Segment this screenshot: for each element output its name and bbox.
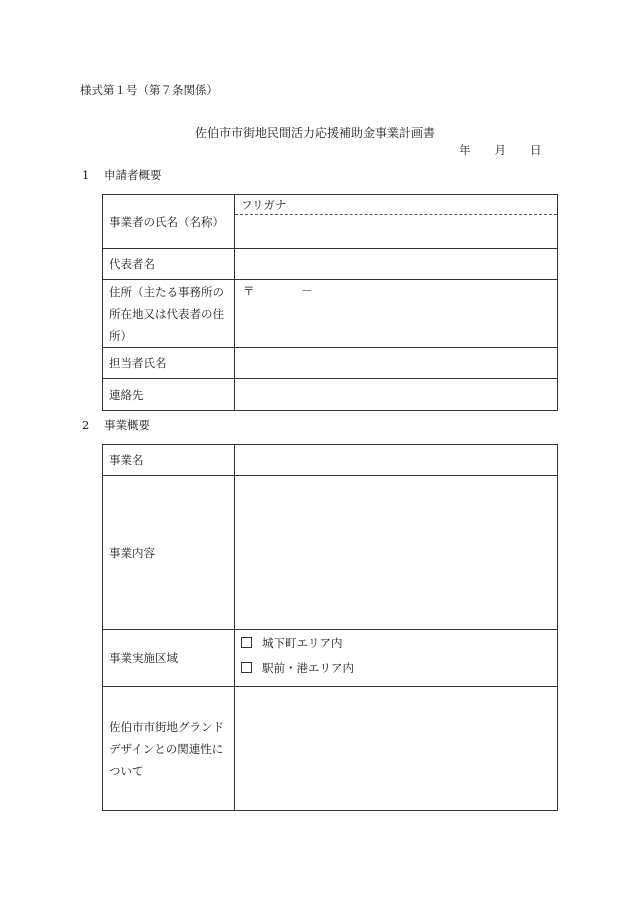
- area-option-station-port[interactable]: [241, 660, 354, 676]
- area-option-castle-town[interactable]: [241, 635, 343, 651]
- date-month: 月: [494, 143, 506, 157]
- section-1-number: 1: [82, 168, 90, 182]
- relation-label: 佐伯市市街地グランドデザインとの関連性について: [103, 687, 235, 811]
- contact-field[interactable]: [235, 379, 558, 411]
- contact-label: 連絡先: [103, 379, 235, 411]
- address-field[interactable]: [235, 280, 558, 348]
- date-day: 日: [530, 143, 542, 157]
- area-options: [235, 630, 558, 687]
- date-line: [459, 142, 542, 158]
- section-1-heading: [82, 167, 162, 183]
- relation-field[interactable]: [235, 687, 558, 811]
- postal-dash: －: [301, 284, 313, 298]
- business-name-label: 事業者の氏名（名称）: [103, 195, 235, 249]
- form-number: 様式第１号（第７条関係）: [80, 83, 218, 97]
- date-year: 年: [459, 143, 471, 157]
- checkbox-icon[interactable]: [241, 662, 252, 673]
- address-label: 住所（主たる事務所の所在地又は代表者の住所）: [103, 280, 235, 348]
- project-content-field[interactable]: [235, 476, 558, 630]
- section-2-title: 事業概要: [104, 418, 150, 432]
- business-name-field[interactable]: [235, 195, 558, 249]
- section-2-number: 2: [82, 418, 90, 432]
- project-name-label: 事業名: [103, 445, 235, 476]
- area-option-label: 城下町エリア内: [262, 636, 343, 650]
- furigana-label: フリガナ: [241, 198, 287, 212]
- applicant-table: [102, 194, 558, 411]
- section-2-heading: [82, 417, 150, 433]
- project-content-label: 事業内容: [103, 476, 235, 630]
- representative-label: 代表者名: [103, 249, 235, 280]
- project-table: [102, 444, 558, 811]
- project-name-field[interactable]: [235, 445, 558, 476]
- contact-person-field[interactable]: [235, 348, 558, 379]
- area-label: 事業実施区域: [103, 630, 235, 687]
- checkbox-icon[interactable]: [241, 637, 252, 648]
- postal-mark: 〒: [243, 284, 255, 298]
- section-1-title: 申請者概要: [104, 168, 162, 182]
- furigana-divider: [235, 214, 557, 215]
- document-title: 佐伯市市街地民間活力応援補助金事業計画書: [194, 126, 435, 140]
- representative-field[interactable]: [235, 249, 558, 280]
- area-option-label: 駅前・港エリア内: [262, 661, 354, 675]
- contact-person-label: 担当者氏名: [103, 348, 235, 379]
